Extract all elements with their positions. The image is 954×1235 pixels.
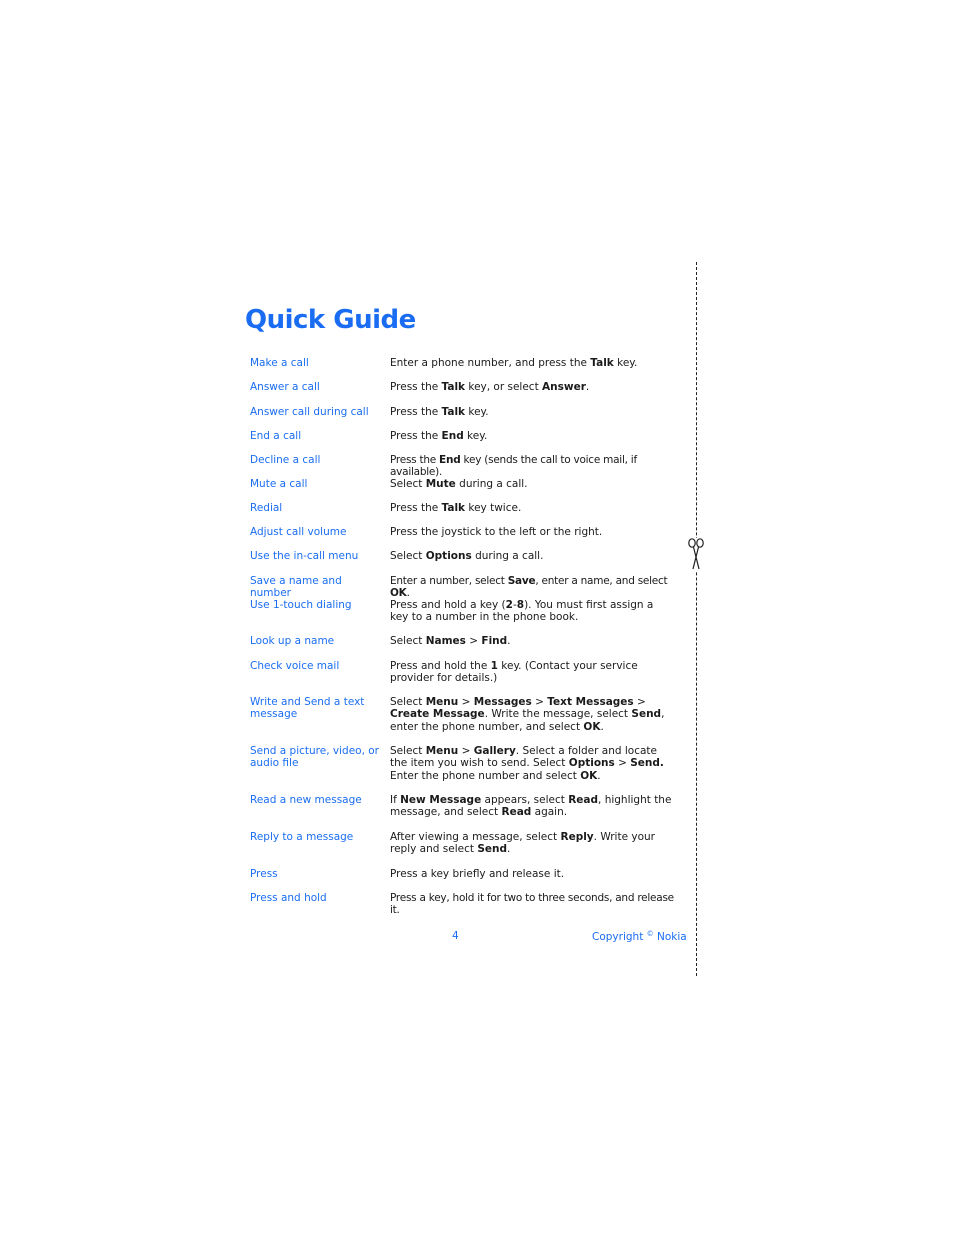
task-label: Read a new message [250, 794, 362, 806]
task-label: Check voice mail [250, 660, 340, 672]
description-text: Enter a phone number, and press the [390, 357, 591, 369]
description-text: . [597, 769, 601, 782]
task-description [390, 892, 675, 917]
description-keyword: Messages [473, 696, 532, 708]
page-title: Quick Guide [245, 305, 416, 335]
description-keyword: OK [390, 587, 407, 600]
task-label: Mute a call [250, 478, 308, 490]
description-text: Press and hold the [390, 660, 491, 672]
description-text: Press and hold a key ( [390, 599, 506, 611]
description-text: Select [390, 550, 426, 562]
copyright-notice [592, 930, 687, 943]
description-text: key. (Contact your service provider for details.) [390, 660, 638, 685]
description-keyword: New Message [400, 794, 482, 806]
task-description [390, 794, 675, 819]
task-label: Decline a call [250, 454, 321, 466]
description-text: - [512, 599, 517, 611]
description-keyword: Options [568, 757, 615, 770]
description-keyword: Mute [425, 478, 456, 490]
description-text: key. [613, 357, 638, 369]
description-text: during a call. [455, 478, 528, 490]
description-keyword: End [441, 430, 464, 442]
description-text: . [600, 720, 604, 733]
description-text: key. [463, 430, 488, 442]
description-keyword: Talk [441, 406, 466, 418]
description-text: > [531, 696, 548, 708]
task-label: Press [250, 868, 278, 880]
task-description [390, 696, 675, 733]
task-label: Answer a call [250, 381, 320, 393]
description-keyword: Gallery [473, 745, 516, 757]
description-keyword: Talk [441, 502, 466, 514]
description-keyword: Names [425, 635, 466, 647]
description-text: Enter the phone number and select [390, 769, 581, 782]
description-text: Press the joystick to the left or the right. [390, 526, 603, 538]
task-description [390, 745, 675, 782]
description-text: appears, select [481, 794, 569, 806]
description-text: . [507, 843, 511, 856]
task-description [390, 550, 675, 562]
description-keyword: Menu [425, 745, 459, 757]
description-text: again. [531, 806, 568, 819]
description-text: during a call. [471, 550, 544, 562]
description-keyword: Send [631, 708, 662, 721]
dashed-cut-line [696, 262, 697, 976]
scissors-icon [686, 538, 706, 572]
description-text: Press the [390, 430, 442, 442]
page-number: 4 [452, 930, 459, 942]
description-text: > [614, 757, 631, 770]
description-text: Press the [390, 454, 440, 466]
task-description [390, 357, 675, 369]
description-keyword: Create Message [390, 708, 485, 721]
task-description [390, 660, 675, 685]
task-description [390, 430, 675, 442]
description-text: , highlight the message, and select [390, 794, 672, 819]
description-keyword: 8 [516, 599, 525, 611]
copyright-symbol: © [646, 930, 654, 938]
description-text: Select [390, 745, 426, 757]
task-description [390, 599, 675, 624]
description-text: Press a key, hold it for two to three seconds, and release it. [390, 892, 674, 917]
task-label: Make a call [250, 357, 309, 369]
task-label: Send a picture, video, or audio file [250, 745, 379, 770]
task-label: Write and Send a text message [250, 696, 365, 721]
description-text: . [507, 635, 511, 647]
task-label: Use 1-touch dialing [250, 599, 352, 611]
description-keyword: 2 [505, 599, 513, 611]
description-text: . Write the message, select [484, 708, 632, 721]
description-keyword: Send [477, 843, 507, 856]
description-text: . Select a folder and locate the item you wish to send. Select [390, 745, 658, 770]
copyright-owner: Nokia [657, 931, 687, 943]
description-keyword: OK [580, 769, 598, 782]
description-text: Select [390, 696, 426, 708]
description-text: . [585, 381, 590, 393]
description-text: > [633, 696, 646, 708]
description-keyword: Text Messages [547, 696, 634, 708]
description-text: key. [465, 406, 489, 418]
copyright-label: Copyright [592, 931, 644, 943]
description-text: Enter a number, select [390, 575, 508, 587]
task-label: Look up a name [250, 635, 335, 647]
description-text: key (sends the call to voice mail, if available). [390, 454, 637, 479]
description-keyword: Options [425, 550, 472, 562]
task-description [390, 868, 675, 880]
task-label: Reply to a message [250, 831, 354, 843]
description-keyword: 1 [490, 660, 498, 672]
description-keyword: Read [501, 806, 532, 819]
description-text: Select [390, 478, 426, 490]
description-text: After viewing a message, select [390, 831, 561, 843]
description-text: , enter a name, and select [535, 575, 668, 587]
task-description [390, 381, 675, 393]
task-label: Adjust call volume [250, 526, 347, 538]
task-label: Redial [250, 502, 283, 514]
description-text: ). You must first assign a key to a number in the phone book. [390, 599, 654, 624]
description-text: > [458, 696, 474, 708]
task-description [390, 478, 675, 490]
description-text: key, or select [465, 381, 543, 393]
description-keyword: Send. [630, 757, 664, 770]
description-keyword: Save [507, 575, 536, 587]
description-text: key twice. [465, 502, 522, 514]
description-keyword: Talk [590, 357, 614, 369]
task-label: Use the in-call menu [250, 550, 359, 562]
task-description [390, 502, 675, 514]
description-text: Press the [390, 502, 442, 514]
description-keyword: Find [481, 635, 508, 647]
task-description [390, 526, 675, 538]
task-description [390, 831, 675, 856]
description-keyword: Talk [441, 381, 466, 393]
task-label: End a call [250, 430, 302, 442]
description-text: Press the [390, 406, 442, 418]
description-text: Press the [390, 381, 442, 393]
description-keyword: Read [568, 794, 599, 806]
task-description [390, 575, 675, 600]
description-text: > [458, 745, 474, 757]
description-keyword: Reply [560, 831, 594, 843]
description-text: , enter the phone number, and select [390, 708, 665, 733]
description-keyword: OK [583, 720, 601, 733]
task-description [390, 454, 675, 479]
description-text: . [406, 587, 410, 600]
task-description [390, 635, 675, 647]
task-label: Answer call during call [250, 406, 369, 418]
description-keyword: Menu [425, 696, 459, 708]
task-label: Press and hold [250, 892, 327, 904]
description-text: Select [390, 635, 426, 647]
description-text: If [390, 794, 401, 806]
description-keyword: Answer [542, 381, 586, 393]
description-keyword: End [439, 454, 461, 466]
task-label: Save a name and number [250, 575, 342, 600]
description-text: > [465, 635, 482, 647]
description-text: Press a key briefly and release it. [390, 868, 565, 880]
task-description [390, 406, 675, 418]
description-text: . Write your reply and select [390, 831, 656, 856]
